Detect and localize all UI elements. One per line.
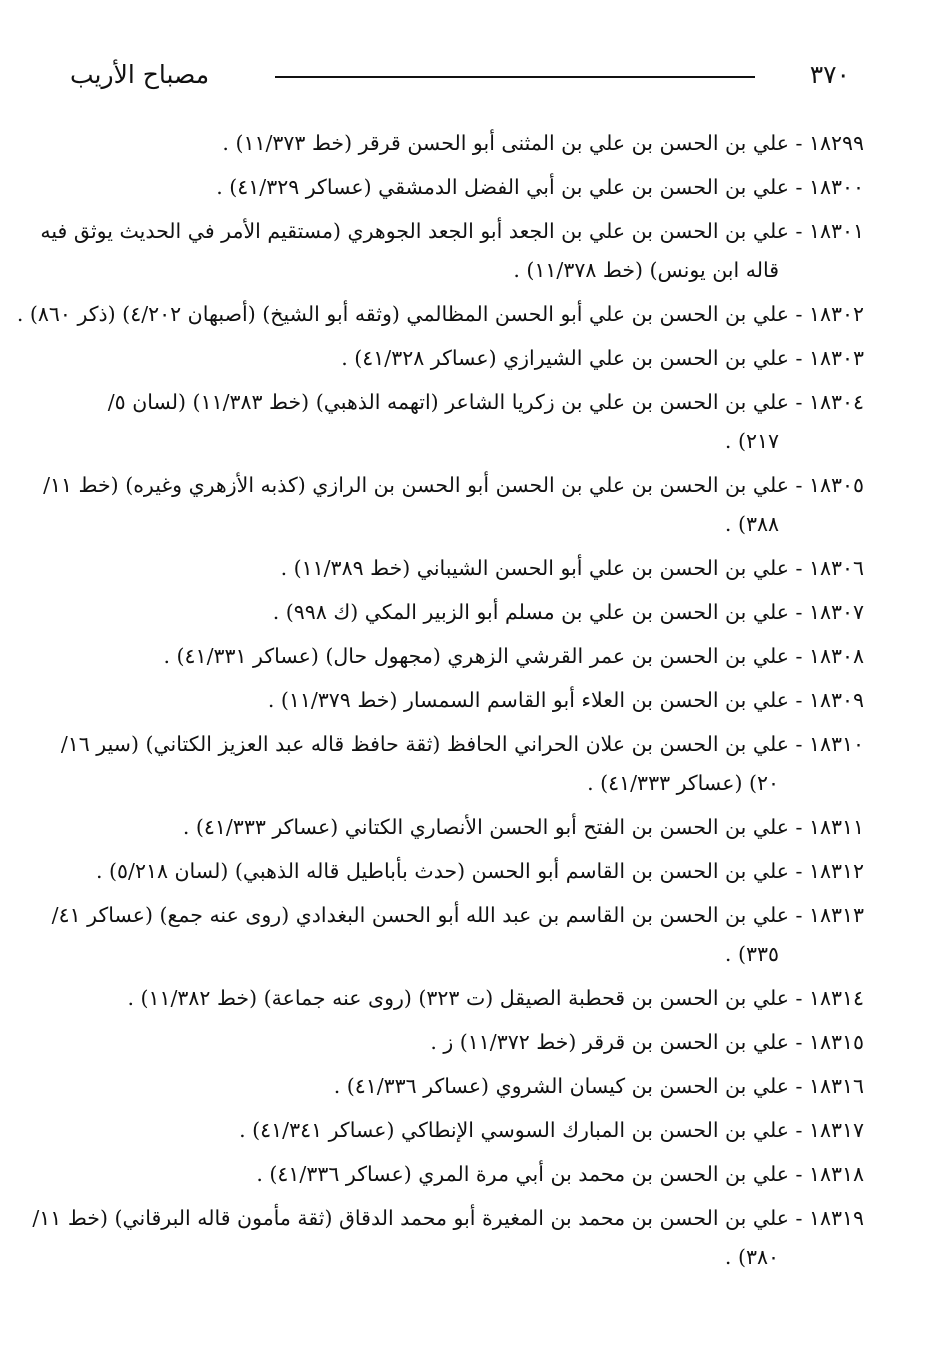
biography-entry	[16, 295, 864, 334]
entries-list	[16, 124, 864, 1282]
entry-text: ١٨٣١٥ - علي بن الحسن بن قرقر (خط ١١/٣٧٢) ز .	[430, 1030, 864, 1054]
biography-entry	[76, 593, 864, 632]
biography-entry	[76, 1023, 864, 1062]
entry-text: ١٨٣٠٤ - علي بن الحسن بن علي بن زكريا الشاعر (اتهمه الذهبي) (خط ١١/٣٨٣) (لسان ٥/	[107, 390, 864, 414]
biography-entry	[40, 212, 864, 290]
biography-entry	[76, 1067, 864, 1106]
entry-text: ١٨٣٠٠ - علي بن الحسن بن علي بن أبي الفضل الدمشقي (عساكر ٤١/٣٢٩) .	[216, 175, 864, 199]
entry-continuation: ٢٠) (عساكر ٤١/٣٣٣) .	[587, 771, 779, 795]
entry-continuation: ٣٣٥) .	[724, 942, 779, 966]
entry-text: ١٨٣١٠ - علي بن الحسن بن علان الحراني الحافظ (ثقة حافظ قاله عبد العزيز الكتاني) (سير ١٦/	[60, 732, 864, 756]
entry-continuation: قاله ابن يونس) (خط ١١/٣٧٨) .	[513, 258, 779, 282]
biography-entry	[76, 1111, 864, 1150]
biography-entry	[76, 124, 864, 163]
entry-text: ١٨٣١٨ - علي بن الحسن بن محمد بن أبي مرة المري (عساكر ٤١/٣٣٦) .	[256, 1162, 864, 1186]
entry-text: ١٨٣١٣ - علي بن الحسن بن القاسم بن عبد الله أبو الحسن البغدادي (روى عنه جمع) (عساكر ٤١/	[51, 903, 864, 927]
biography-entry	[60, 725, 864, 803]
biography-entry	[76, 168, 864, 207]
page-number: ٣٧٠	[809, 60, 850, 89]
entry-continuation: ٢١٧) .	[724, 429, 779, 453]
entry-text: ١٨٣١٤ - علي بن الحسن بن قحطبة الصيقل (ت ٣٢٣) (روى عنه جماعة) (خط ١١/٣٨٢) .	[127, 986, 864, 1010]
biography-entry	[43, 466, 864, 544]
biography-entry	[76, 808, 864, 847]
biography-entry	[76, 383, 864, 461]
biography-entry	[76, 339, 864, 378]
entry-text: ١٨٣١٦ - علي بن الحسن بن كيسان الشروي (عساكر ٤١/٣٣٦) .	[333, 1074, 864, 1098]
entry-continuation: ٣٨٠) .	[724, 1245, 779, 1269]
biography-entry	[76, 1155, 864, 1194]
page-header	[70, 58, 850, 98]
entry-text: ١٨٣٠١ - علي بن الحسن بن علي بن الجعد أبو الجعد الجوهري (مستقيم الأمر في الحديث يوثق فيه	[40, 219, 864, 243]
entry-text: ١٨٣١٩ - علي بن الحسن بن محمد بن المغيرة أبو محمد الدقاق (ثقة مأمون قاله البرقاني) (خط ١١/	[32, 1206, 864, 1230]
entry-text: ١٨٣٠٦ - علي بن الحسن بن علي أبو الحسن الشيباني (خط ١١/٣٨٩) .	[280, 556, 864, 580]
biography-entry	[76, 852, 864, 891]
biography-entry	[32, 1199, 864, 1277]
header-rule	[275, 76, 755, 78]
biography-entry	[76, 549, 864, 588]
biography-entry	[76, 979, 864, 1018]
biography-entry	[76, 637, 864, 676]
entry-text: ١٨٣٠٥ - علي بن الحسن بن علي بن الحسن أبو الحسن بن الرازي (كذبه الأزهري وغيره) (خط ١١/	[43, 473, 864, 497]
biography-entry	[76, 681, 864, 720]
entry-text: ١٨٣١٢ - علي بن الحسن بن القاسم أبو الحسن (حدث بأباطيل قاله الذهبي) (لسان ٥/٢١٨) .	[96, 859, 864, 883]
entry-text: ١٨٢٩٩ - علي بن الحسن بن علي بن المثنى أبو الحسن قرقر (خط ١١/٣٧٣) .	[222, 131, 864, 155]
entry-text: ١٨٣١١ - علي بن الحسن بن الفتح أبو الحسن الأنصاري الكتاني (عساكر ٤١/٣٣٣) .	[182, 815, 864, 839]
entry-text: ١٨٣٠٢ - علي بن الحسن بن علي أبو الحسن المظالمي (وثقه أبو الشيخ) (أصبهان ٤/٢٠٢) (ذكر ٨٦٠) .	[16, 302, 864, 326]
entry-text: ١٨٣٠٣ - علي بن الحسن بن علي الشيرازي (عساكر ٤١/٣٢٨) .	[341, 346, 864, 370]
entry-text: ١٨٣٠٩ - علي بن الحسن بن العلاء أبو القاسم السمسار (خط ١١/٣٧٩) .	[267, 688, 864, 712]
running-title: مصباح الأريب	[70, 60, 210, 89]
entry-continuation: ٣٨٨) .	[724, 512, 779, 536]
entry-text: ١٨٣٠٨ - علي بن الحسن بن عمر القرشي الزهري (مجهول حال) (عساكر ٤١/٣٣١) .	[163, 644, 864, 668]
entry-text: ١٨٣٠٧ - علي بن الحسن بن علي بن مسلم أبو الزبير المكي (ك ٩٩٨) .	[272, 600, 864, 624]
entry-text: ١٨٣١٧ - علي بن الحسن بن المبارك السوسي الإنطاكي (عساكر ٤١/٣٤١) .	[239, 1118, 864, 1142]
biography-entry	[51, 896, 864, 974]
